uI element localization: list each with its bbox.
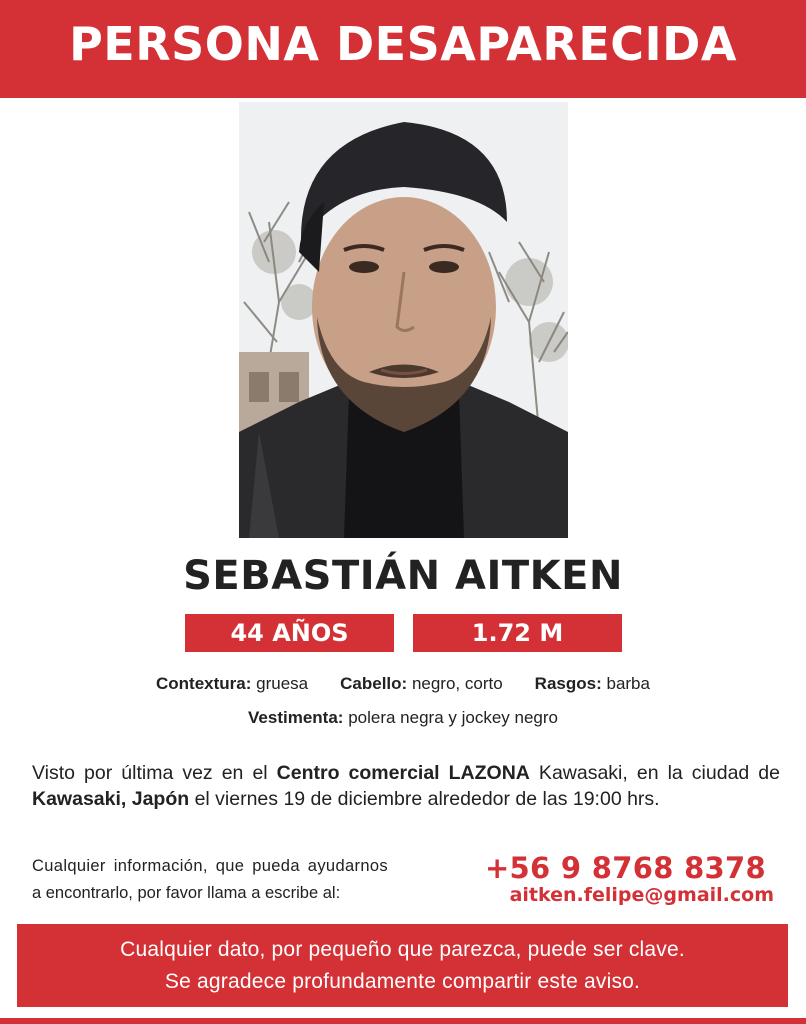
bottom-accent-bar <box>0 1018 806 1024</box>
trait-build-label: Contextura: <box>156 674 252 693</box>
contact-phone[interactable]: +56 9 8768 8378 <box>484 851 766 885</box>
age-badge: 44 AÑOS <box>185 614 394 652</box>
trait-clothing-value: polera negra y jockey negro <box>348 708 558 727</box>
header-banner <box>0 0 806 98</box>
traits-row <box>0 674 806 694</box>
contact-instructions <box>32 853 492 907</box>
trait-build-value: gruesa <box>256 674 309 693</box>
person-photo <box>239 102 568 538</box>
poster-title: PERSONA DESAPARECIDA <box>69 17 737 71</box>
trait-build <box>156 674 308 694</box>
contact-email[interactable]: aitken.felipe@gmail.com <box>509 884 774 906</box>
traits-row-clothing <box>0 708 806 728</box>
contact-line-1: Cualquier información, que pueda ayudarnos <box>32 857 388 875</box>
trait-hair-label: Cabello: <box>340 674 408 693</box>
height-badge: 1.72 M <box>413 614 622 652</box>
trait-features-value: barba <box>606 674 650 693</box>
last-seen-intro: Visto por última vez en el <box>32 762 277 784</box>
last-seen-city: Kawasaki, Japón <box>32 788 190 810</box>
contact-line-2: a encontrarlo, por favor llama a escribe al: <box>32 884 341 902</box>
trait-hair <box>340 674 503 694</box>
trait-features <box>535 674 650 694</box>
trait-clothing <box>248 708 558 728</box>
footer-line-2: Se agradece profundamente compartir este aviso. <box>164 969 641 993</box>
trait-hair-value: negro, corto <box>411 674 503 693</box>
last-seen-middle: Kawasaki, en la ciudad de <box>529 762 780 784</box>
footer-line-1: Cualquier dato, por pequeño que parezca, puede ser clave. <box>120 937 685 961</box>
trait-features-label: Rasgos: <box>534 674 602 693</box>
last-seen-date: el viernes 19 de diciembre alrededor de las 19:00 hrs. <box>189 788 660 810</box>
footer-banner <box>17 924 788 1007</box>
trait-clothing-label: Vestimenta: <box>248 708 344 727</box>
last-seen-paragraph <box>32 760 780 812</box>
last-seen-place: Centro comercial LAZONA <box>276 762 530 784</box>
person-name: SEBASTIÁN AITKEN <box>183 553 623 599</box>
